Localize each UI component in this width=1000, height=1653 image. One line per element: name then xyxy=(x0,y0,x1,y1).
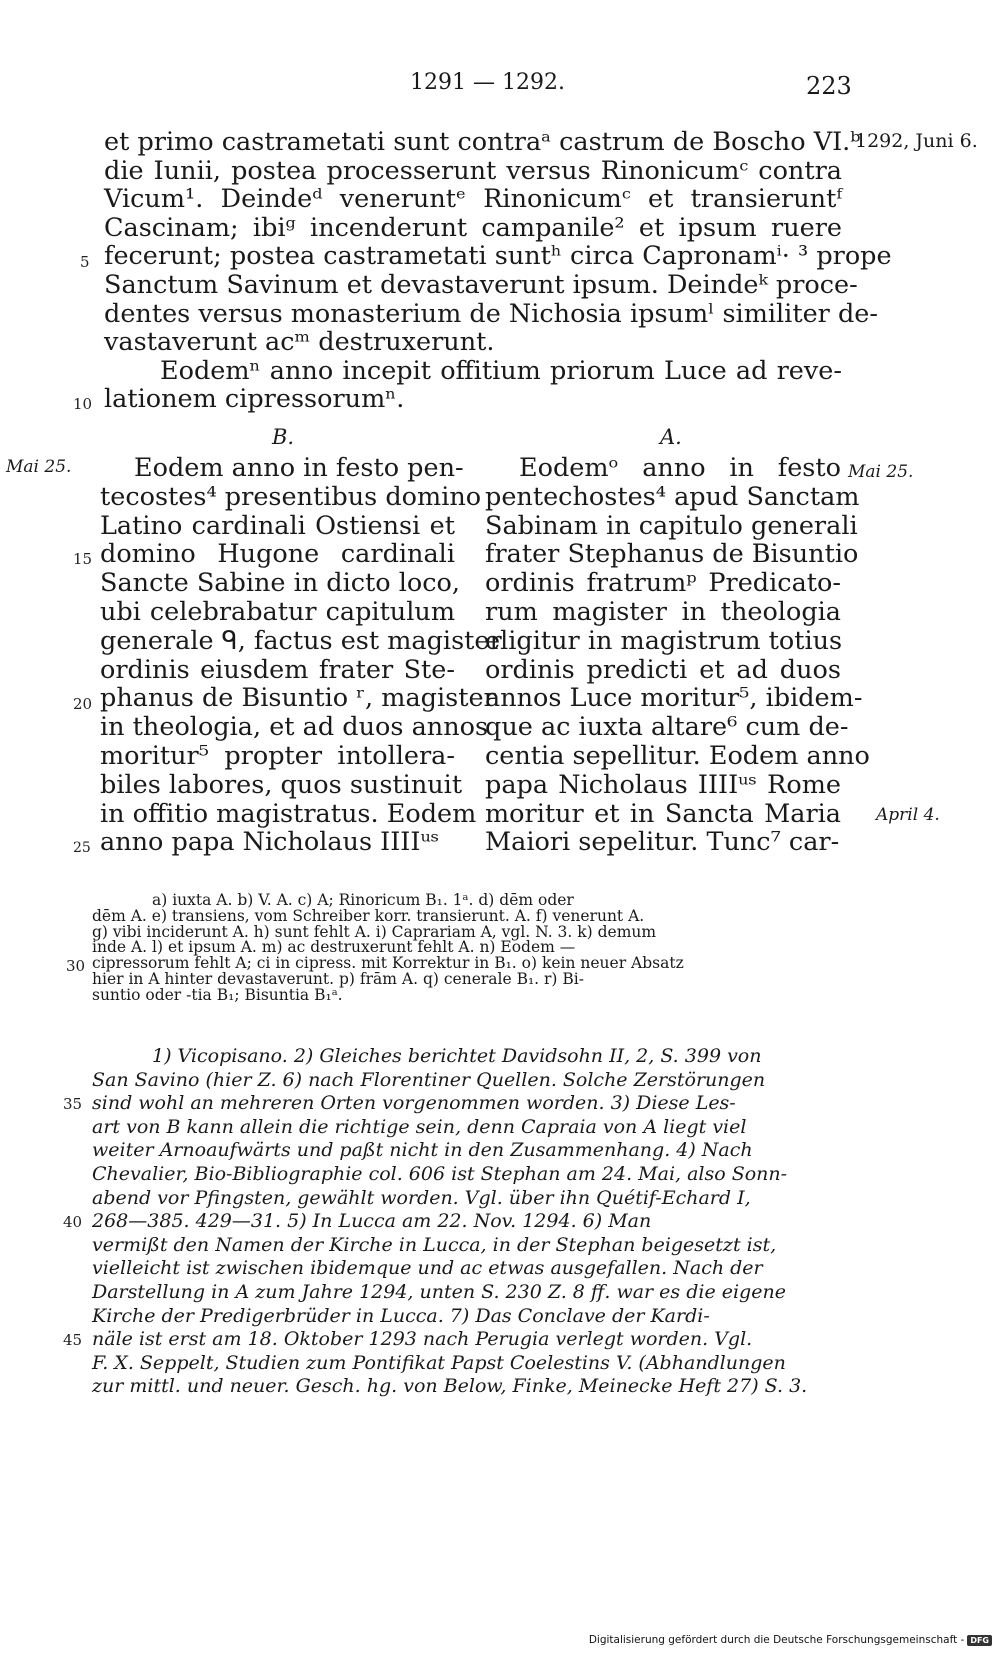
column-b-line: phanus de Bisuntio ʳ, magister xyxy=(100,683,496,714)
column-a-line: rum magister in theologia xyxy=(485,596,841,627)
text-line: Sanctum Savinum et devastaverunt ipsum. Deindeᵏ proce- xyxy=(104,269,858,300)
column-b-line: ubi celebrabatur capitulum xyxy=(100,596,455,627)
column-a-line: eligitur in magistrum totius xyxy=(485,625,843,656)
text-line: dentes versus monasterium de Nichosia ipsumˡ similiter de- xyxy=(104,298,879,329)
footer-text: Digitalisierung gefördert durch die Deutsche Forschungsgemeinschaft - xyxy=(588,1634,965,1646)
column-a-heading: A. xyxy=(660,425,682,449)
note-line: näle ist erst am 18. Oktober 1293 nach Perugia verlegt worden. Vgl. xyxy=(92,1328,753,1351)
note-line: San Savino (hier Z. 6) nach Florentiner Quellen. Solche Zerstörungen xyxy=(92,1068,766,1091)
column-a-line: pentechostes⁴ apud Sanctam xyxy=(485,481,860,512)
column-a-line: papa Nicholaus IIIIᵘˢ Rome xyxy=(485,769,841,800)
line-number: 35 xyxy=(63,1095,83,1113)
text-line: die Iunii, postea processerunt versus Rinonicumᶜ contra xyxy=(104,155,842,186)
column-a-line: que ac iuxta altare⁶ cum de- xyxy=(485,712,849,743)
column-b xyxy=(100,453,502,858)
dfg-logo: DFG xyxy=(967,1635,992,1646)
line-number: 25 xyxy=(73,840,91,856)
note-line: Kirche der Predigerbrüder in Lucca. 7) Das Conclave der Kardi- xyxy=(92,1304,710,1327)
note-line: weiter Arnoaufwärts und paßt nicht in den Zusammenhang. 4) Nach xyxy=(92,1139,753,1162)
column-a-line: ordinis fratrumᵖ Predicato- xyxy=(485,568,841,599)
column-b-line: generale ᑫ, factus est magister xyxy=(100,625,502,656)
column-b-line: Sancte Sabine in dicto loco, xyxy=(100,568,460,599)
note-line: F. X. Seppelt, Studien zum Pontifikat Papst Coelestins V. (Abhandlungen xyxy=(92,1351,786,1374)
note-line: 1) Vicopisano. 2) Gleiches berichtet Davidsohn II, 2, S. 399 von xyxy=(152,1045,762,1067)
variant-line: a) iuxta A. b) V. A. c) A; Rinoricum B₁. 1ᵃ. d) dēm oder xyxy=(152,891,574,909)
line-number: 20 xyxy=(73,695,93,713)
line-number: 5 xyxy=(80,253,90,271)
variant-line: suntio oder -tia B₁; Bisuntia B₁ᵃ. xyxy=(92,985,343,1004)
text-line: lationem cipressorumⁿ. xyxy=(104,384,405,415)
column-b-line: tecostes⁴ presentibus domino xyxy=(100,481,482,512)
note-line: zur mittl. und neuer. Gesch. hg. von Below, Finke, Meinecke Heft 27) S. 3. xyxy=(92,1375,808,1398)
column-a-line: Maiori sepelitur. Tunc⁷ car- xyxy=(485,827,840,858)
column-b-line: anno papa Nicholaus IIIIᵘˢ xyxy=(100,827,440,858)
line-number: 15 xyxy=(73,550,93,568)
line-number: 30 xyxy=(66,957,86,975)
column-b-line: in offitio magistratus. Eodem xyxy=(100,798,477,829)
margin-date-right-april: April 4. xyxy=(876,805,940,825)
page-number: 223 xyxy=(806,72,852,100)
column-b-line: Eodem anno in festo pen- xyxy=(134,453,464,483)
column-a-line: moritur et in Sancta Maria xyxy=(485,798,841,829)
column-a-line: Eodemᵒ anno in festo xyxy=(519,453,841,483)
explanatory-notes xyxy=(92,1045,842,1399)
note-line: art von B kann allein die richtige sein, denn Capraia von A liegt viel xyxy=(92,1115,747,1138)
margin-date-right-mai: Mai 25. xyxy=(848,462,914,482)
line-number: 10 xyxy=(73,395,93,413)
margin-date-left-mai: Mai 25. xyxy=(6,457,72,477)
text-line: et primo castrametati sunt contraᵃ castrum de Boscho VI.ᵇ xyxy=(104,127,861,157)
variant-line: g) vibi inciderunt A. h) sunt fehlt A. i) Caprariam A, vgl. N. 3. k) demum xyxy=(92,922,657,941)
note-line: Chevalier, Bio-Bibliographie col. 606 ist Stephan am 24. Mai, also Sonn- xyxy=(92,1162,788,1185)
column-b-line: domino Hugone cardinali xyxy=(100,539,455,570)
running-head: 1291 — 1292. xyxy=(410,70,565,95)
note-line: 268—385. 429—31. 5) In Lucca am 22. Nov. 1294. 6) Man xyxy=(92,1210,652,1233)
column-b-line: in theologia, et ad duos annos xyxy=(100,712,489,743)
note-line: vermißt den Namen der Kirche in Lucca, in der Stephan beigesetzt ist, xyxy=(92,1233,777,1256)
line-number: 45 xyxy=(63,1331,83,1349)
column-a xyxy=(485,453,870,858)
column-a-line: annos Luce moritur⁵, ibidem- xyxy=(485,683,863,714)
line-number: 40 xyxy=(63,1213,83,1231)
note-line: abend vor Pfingsten, gewählt worden. Vgl. über ihn Quétif-Echard I, xyxy=(92,1186,751,1209)
column-a-line: ordinis predicti et ad duos xyxy=(485,654,841,685)
variant-line: hier in A hinter devastaverunt. p) frām A. q) cenerale B₁. r) Bi- xyxy=(92,969,584,988)
text-line: fecerunt; postea castrametati suntʰ circa Capronamⁱ· ³ prope xyxy=(104,241,892,272)
digitization-footer xyxy=(589,1634,992,1646)
variant-line: inde A. l) et ipsum A. m) ac destruxerunt fehlt A. n) Eodem — xyxy=(92,938,576,957)
column-b-line: biles labores, quos sustinuit xyxy=(100,769,463,800)
text-line: Vicum¹. Deindeᵈ veneruntᵉ Rinonicumᶜ et transieruntᶠ xyxy=(104,184,842,215)
column-b-line: moritur⁵ propter intollera- xyxy=(100,740,455,771)
column-a-line: frater Stephanus de Bisuntio xyxy=(485,539,859,570)
column-b-line: ordinis eiusdem frater Ste- xyxy=(100,654,455,685)
main-text xyxy=(104,127,892,415)
variant-apparatus xyxy=(92,893,842,1004)
margin-date-right-1: 1292, Juni 6. xyxy=(855,130,978,152)
column-a-line: Sabinam in capitulo generali xyxy=(485,510,858,541)
column-b-heading: B. xyxy=(272,425,295,449)
text-line: Cascinam; ibiᵍ incenderunt campanile² et ipsum ruere xyxy=(104,212,842,243)
variant-line: cipressorum fehlt A; ci in cipress. mit Korrektur in B₁. o) kein neuer Absatz xyxy=(92,954,684,973)
note-line: sind wohl an mehreren Orten vorgenommen worden. 3) Diese Les- xyxy=(92,1092,736,1115)
column-a-line: centia sepellitur. Eodem anno xyxy=(485,740,870,771)
text-line: vastaverunt acᵐ destruxerunt. xyxy=(104,327,495,358)
note-line: Darstellung in A zum Jahre 1294, unten S. 230 Z. 8 ff. war es die eigene xyxy=(92,1280,786,1303)
variant-line: dēm A. e) transiens, vom Schreiber korr. transierunt. A. f) venerunt A. xyxy=(92,906,645,925)
column-b-line: Latino cardinali Ostiensi et xyxy=(100,510,455,541)
text-line: Eodemⁿ anno incepit offitium priorum Luce ad reve- xyxy=(160,355,842,386)
note-line: vielleicht ist zwischen ibidemque und ac etwas ausgefallen. Nach der xyxy=(92,1257,763,1280)
